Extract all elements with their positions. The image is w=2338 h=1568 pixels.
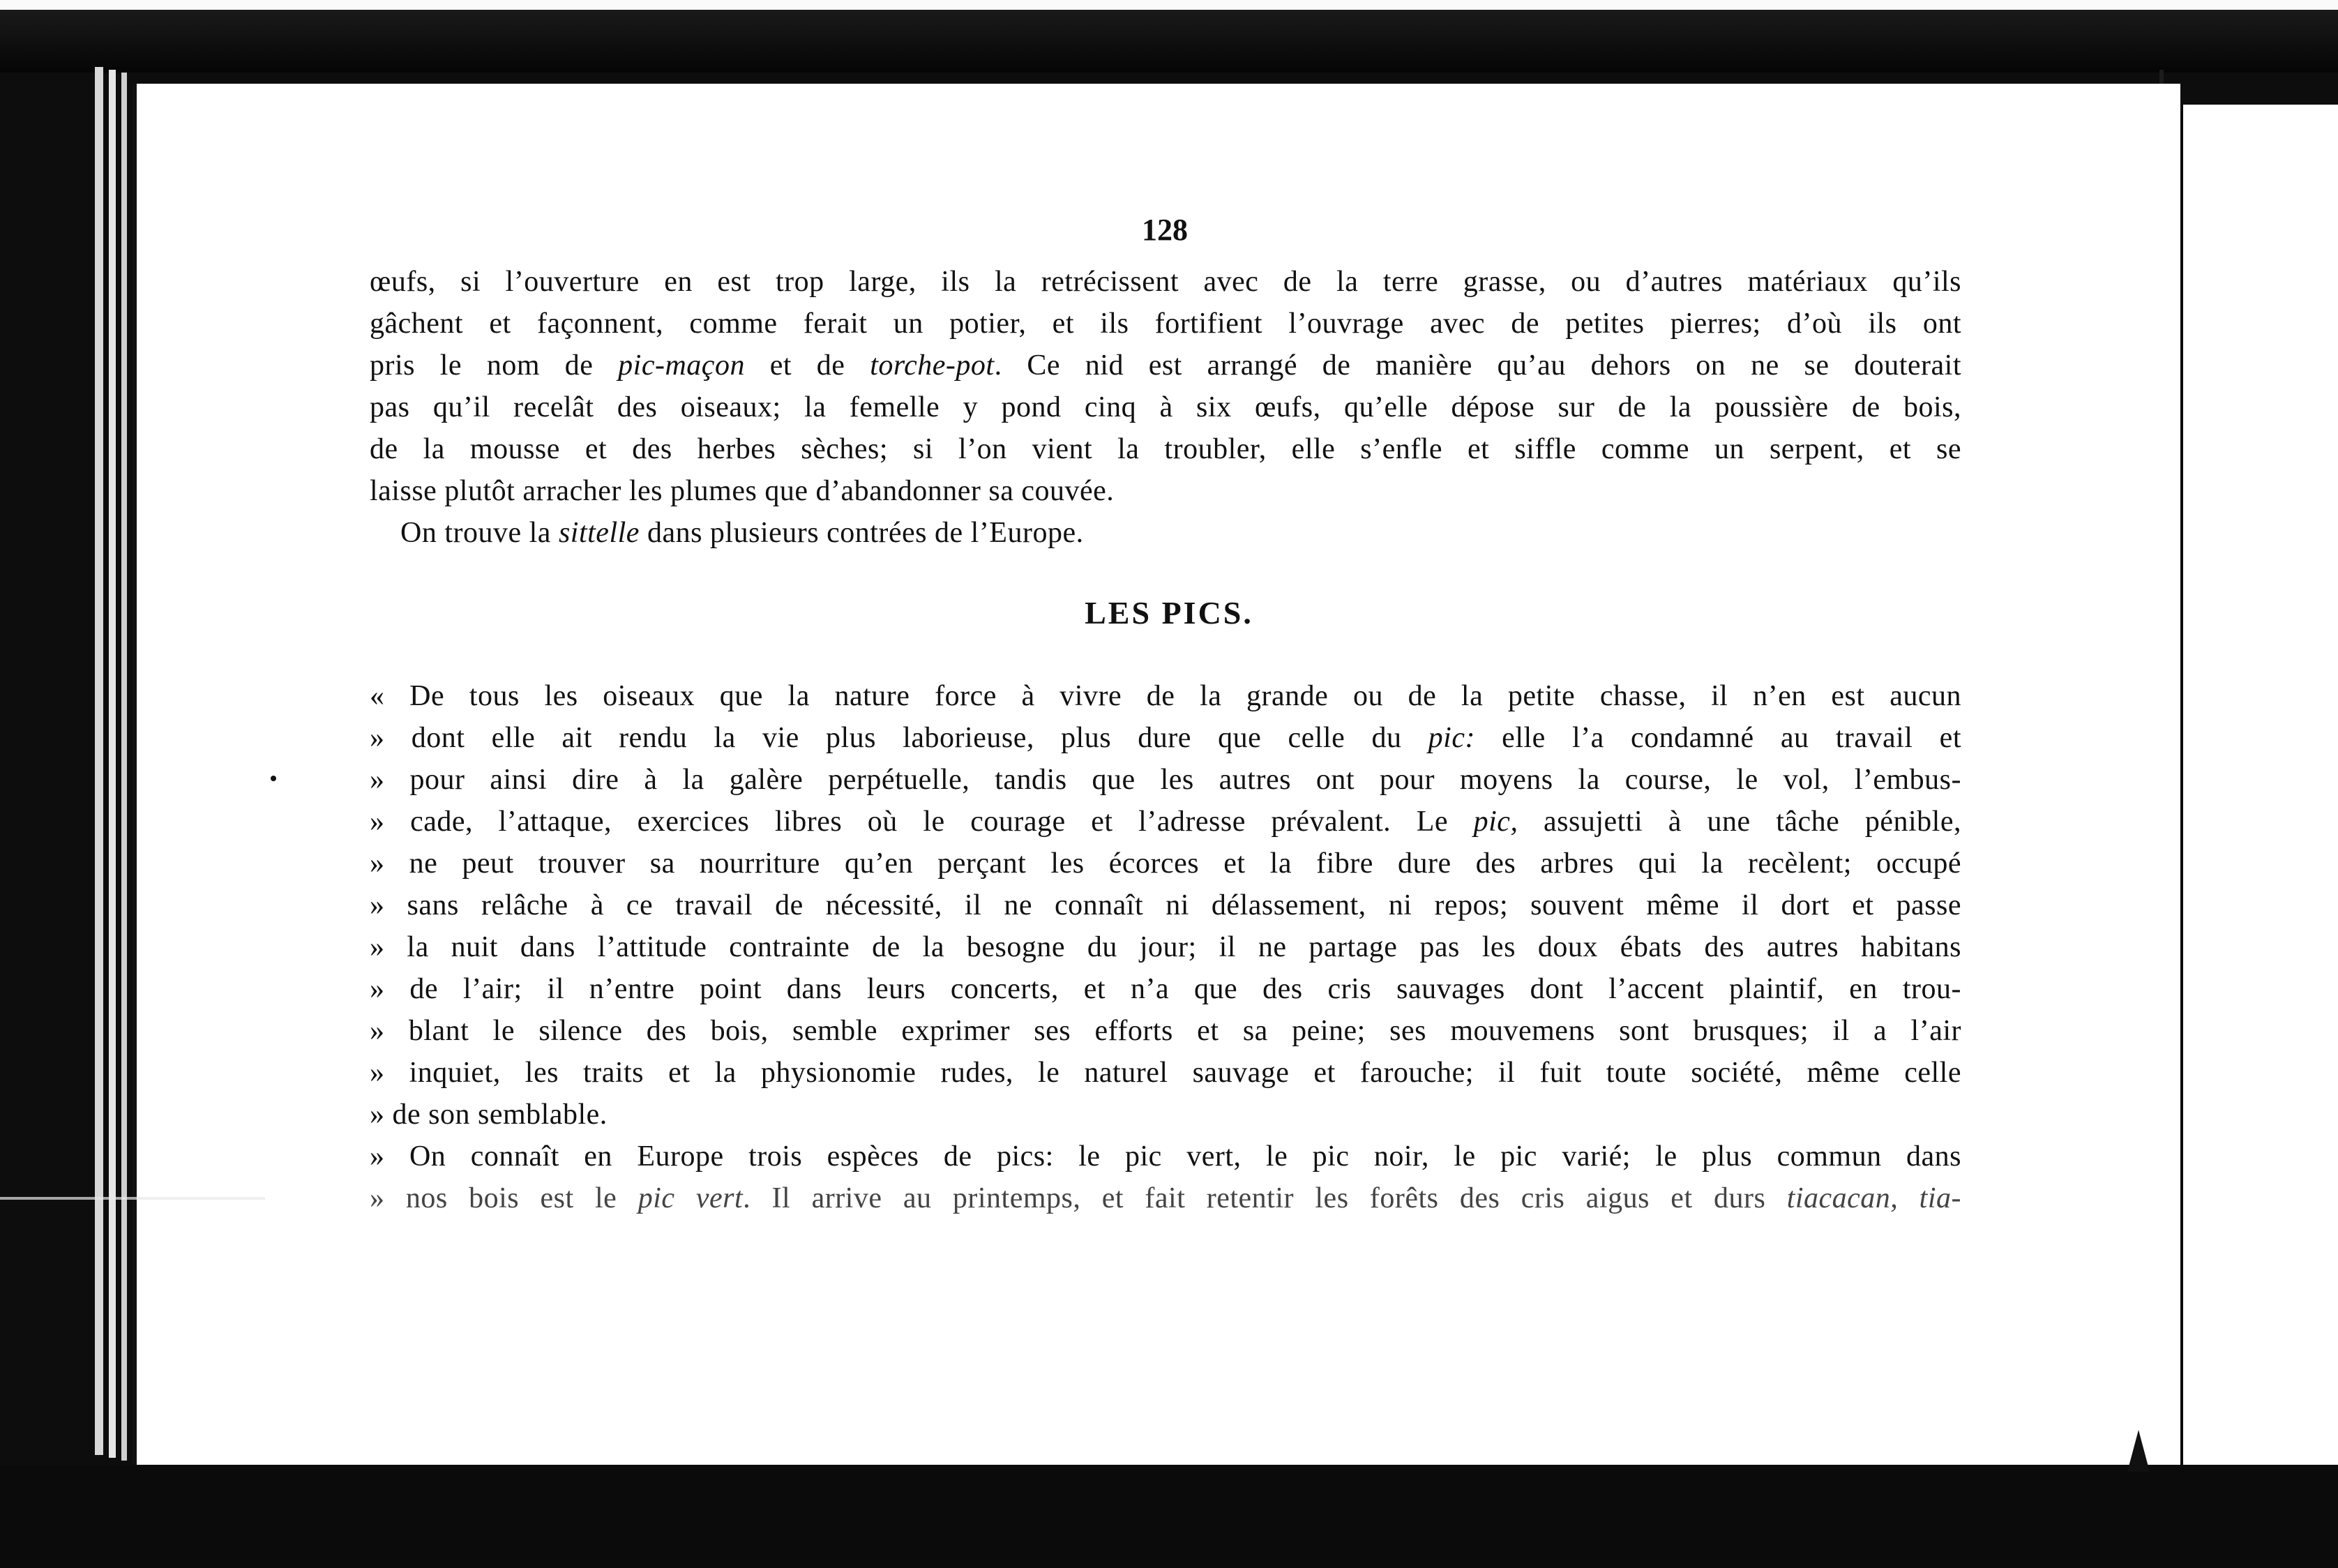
text-line: de la mousse et des herbes sèches; si l’on vient la troubler, elle s’enfle et siffle comme un serpent, et se	[370, 433, 1961, 465]
quote-line: » sans relâche à ce travail de nécessité, il ne connaît ni délassement, ni repos; souvent même il dort et passe	[370, 889, 1961, 921]
scan-artifact-line	[0, 1197, 265, 1200]
page-edge	[121, 73, 127, 1461]
quote-line: » de l’air; il n’entre point dans leurs concerts, et n’a que des cris sauvages dont l’accent plaintif, en trou-	[370, 973, 1961, 1005]
page-corner-mark	[2127, 1430, 2150, 1472]
page-number: 128	[1142, 213, 1188, 247]
quote-line: « De tous les oiseaux que la nature force à vivre de la grande ou de la petite chasse, il n’en est aucun	[370, 680, 1961, 712]
quote-line: » de son semblable.	[370, 1099, 608, 1131]
sittelle-line: On trouve la sittelle dans plusieurs contrées de l’Europe.	[400, 517, 1084, 549]
paragraph-continuation	[370, 261, 1961, 554]
section-heading: LES PICS.	[1085, 595, 1253, 631]
next-page-sliver	[2176, 105, 2338, 1472]
europe-line: » On connaît en Europe trois espèces de pics: le pic vert, le pic noir, le pic varié; le plus commun dans	[370, 1140, 1961, 1173]
text-line: œufs, si l’ouverture en est trop large, ils la retrécissent avec de la terre grasse, ou d’autres matériaux qu’ils	[370, 266, 1961, 298]
europe-line: » nos bois est le pic vert. Il arrive au printemps, et fait retentir les forêts des cris aigus et durs tiacacan, tia-	[370, 1182, 1962, 1214]
text-line: pris le nom de pic-maçon et de torche-pot. Ce nid est arrangé de manière qu’au dehors on ne se douterait	[370, 349, 1961, 382]
quote-line: » inquiet, les traits et la physionomie rudes, le naturel sauvage et farouche; il fuit toute société, même celle	[370, 1057, 1961, 1089]
scan-dark-border	[0, 10, 2338, 73]
text-line: pas qu’il recelât des oiseaux; la femelle y pond cinq à six œufs, qu’elle dépose sur de la poussière de bois,	[370, 391, 1961, 423]
page-edge	[95, 67, 103, 1455]
buffon-quote	[370, 675, 1961, 1219]
quote-line: » la nuit dans l’attitude contrainte de la besogne du jour; il ne partage pas les doux ébats des autres habitans	[370, 931, 1961, 963]
quote-line: » cade, l’attaque, exercices libres où le courage et l’adresse prévalent. Le pic, assujetti à une tâche pénible,	[370, 806, 1961, 838]
ink-speck	[271, 776, 276, 781]
text-line: gâchent et façonnent, comme ferait un potier, et ils fortifient l’ouvrage avec de petites pierres; d’où ils ont	[370, 308, 1961, 340]
page-edge	[109, 70, 116, 1458]
scan-top-margin	[0, 0, 2338, 10]
quote-line: » dont elle ait rendu la vie plus laborieuse, plus dure que celle du pic: elle l’a condamné au travail et	[370, 722, 1961, 754]
quote-line: » ne peut trouver sa nourriture qu’en perçant les écorces et la fibre dure des arbres qui la recèlent; occupé	[370, 847, 1961, 880]
scan-bottom-border	[0, 1465, 2338, 1568]
quote-line: » blant le silence des bois, semble exprimer ses efforts et sa peine; ses mouvemens sont brusques; il a l’air	[370, 1015, 1961, 1047]
text-line: laisse plutôt arracher les plumes que d’abandonner sa couvée.	[370, 475, 1115, 507]
quote-line: » pour ainsi dire à la galère perpétuelle, tandis que les autres ont pour moyens la course, le vol, l’embus-	[370, 764, 1961, 796]
